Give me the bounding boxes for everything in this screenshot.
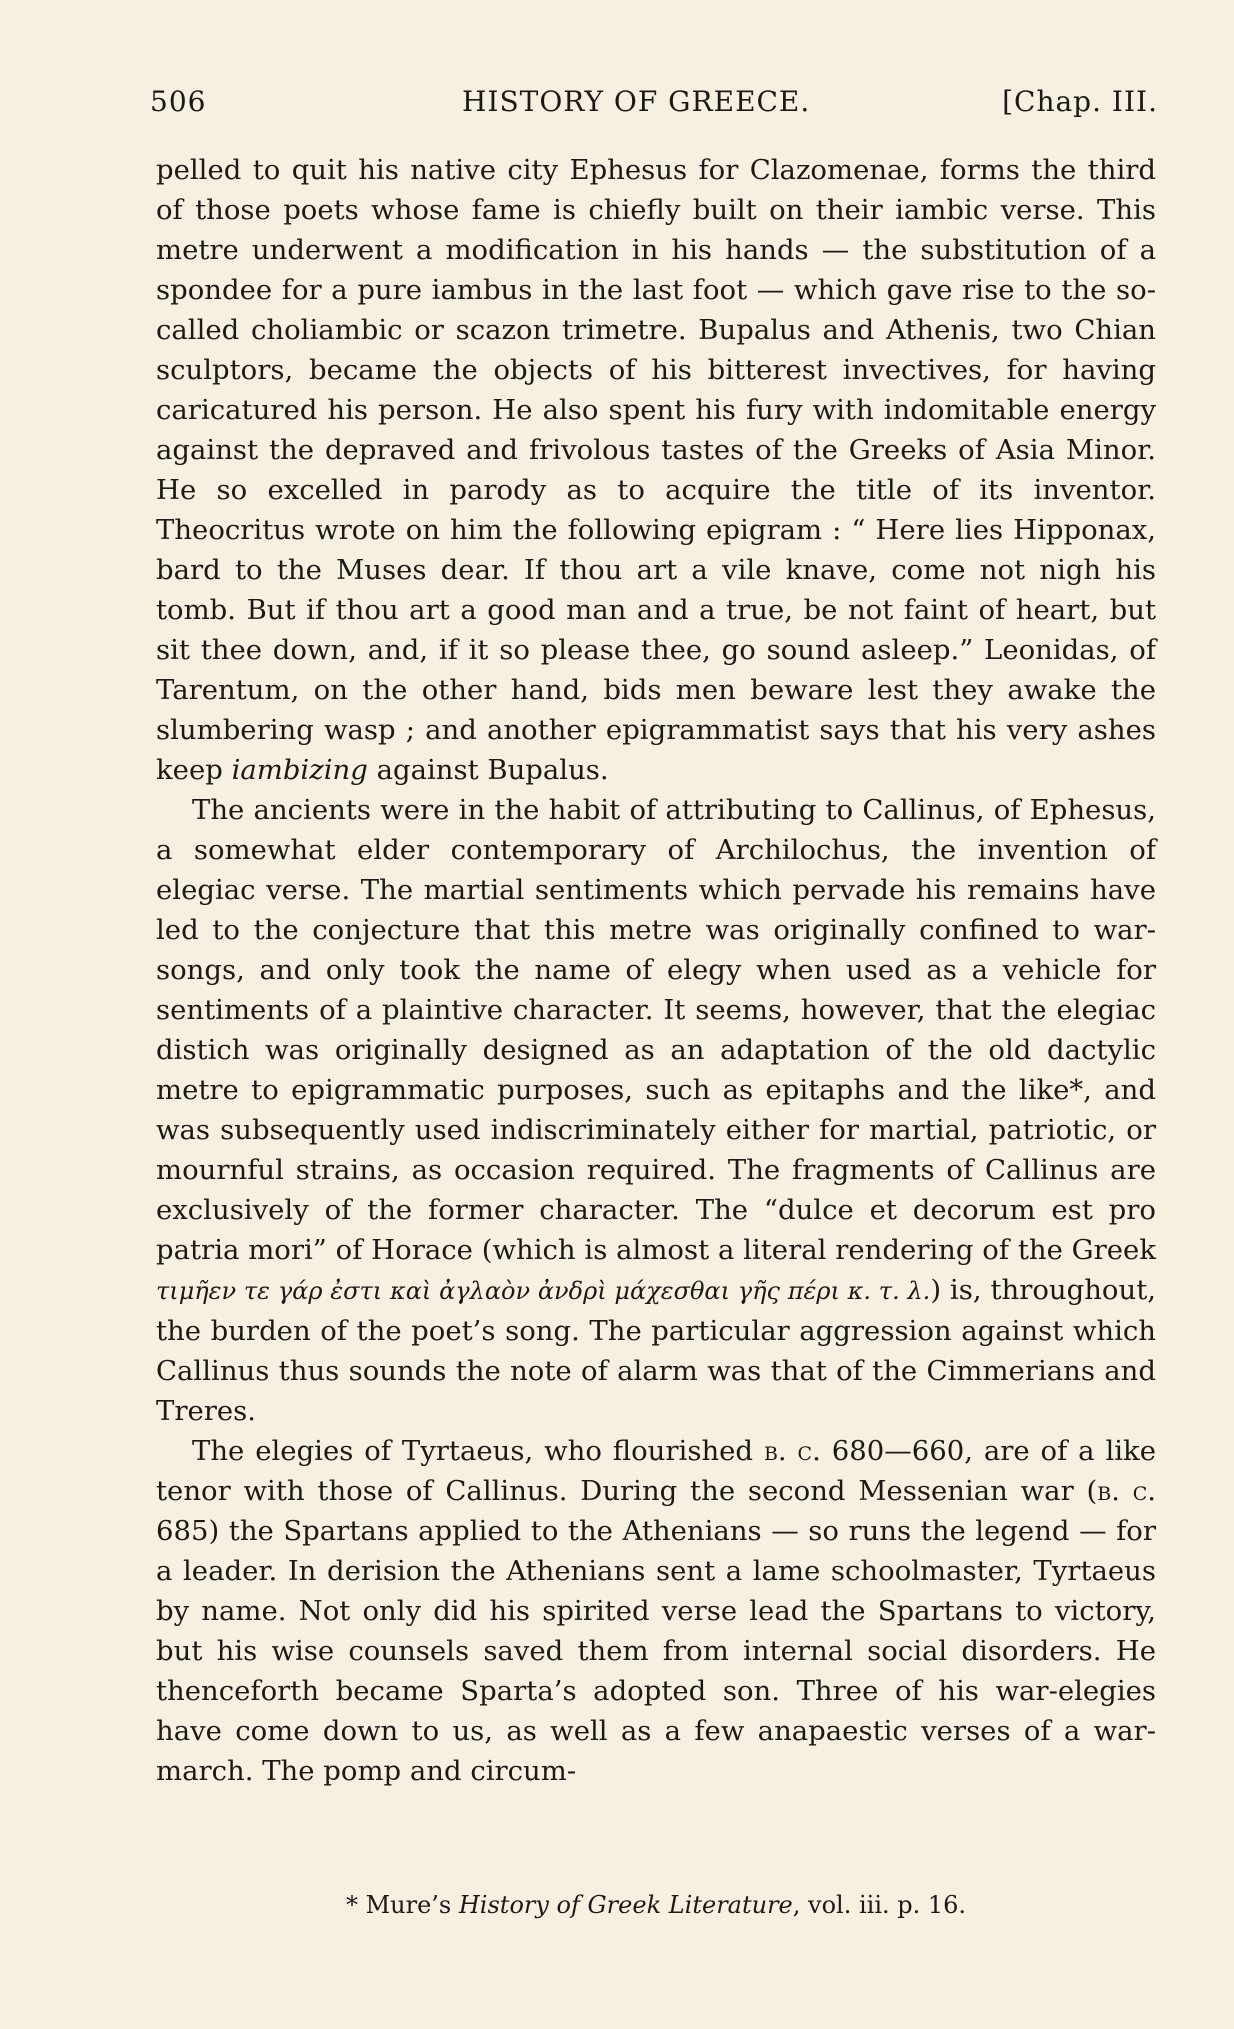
greek-quotation: τιμῆεν τε γάρ ἐστι καὶ ἀγλαὸν ἀνδρὶ μάχεσθαι γῆς πέρι κ. τ. λ. [156,1277,931,1305]
footnote-book-title: History of Greek Literature [458,1891,793,1919]
body-text [156,150,1156,1791]
paragraph-callinus [156,790,1156,1431]
era-abbreviation: b. c. [763,1435,821,1467]
running-title: HISTORY OF GREECE. [462,85,811,118]
text-run: The elegies of Tyrtaeus, who flourished [192,1435,764,1467]
text-run: 680—660, are of a like tenor with those of Callinus. During the second Messenian war ( [156,1435,1156,1507]
paragraph-tyrtaeus [156,1431,1156,1791]
text-run: against Bupalus. [367,754,609,786]
footnote [156,1888,1156,1922]
text-run: pelled to quit his native city Ephesus for Clazomenae, forms the third of those poets whose fame is chiefly built on their iambic verse. This metre underwent a modification in his hands — the substitution of a spondee for a pure iambus in the last foot — which gave rise to the so-called choliambic or scazon trimetre. Bupalus and Athenis, two Chian sculptors, became the objects of his bitterest invectives, for having caricatured his person. He also spent his fury with indomitable energy against the depraved and frivolous tastes of the Greeks of Asia Minor. He so excelled in parody as to acquire the title of its inventor. Theocritus wrote on him the following epigram : “ Here lies Hipponax, bard to the Muses dear. If thou art a vile knave, come not nigh his tomb. But if thou art a good man and a true, be not faint of heart, but sit thee down, and, if it so please thee, go sound asleep.” Leonidas, of Tarentum, on the other hand, bids men beware lest they awake the slumbering wasp ; and another epigrammatist says that his very ashes keep [156,154,1156,786]
footnote-text: * Mure’s [345,1891,459,1919]
era-abbreviation: b. c. [1097,1475,1156,1507]
paragraph-hipponax [156,150,1156,790]
text-run: ) is, throughout, the burden of the poet’s song. The particular aggression against which Callinus thus sounds the note of alarm was that of the Cimmerians and Treres. [156,1274,1156,1427]
chapter-label: [Chap. III. [1002,85,1158,118]
footnote-text: , vol. iii. p. 16. [792,1891,967,1919]
text-run: 685) the Spartans applied to the Athenians — so runs the legend — for a leader. In derision the Athenians sent a lame schoolmaster, Tyrtaeus by name. Not only did his spirited verse lead the Spartans to victory, but his wise counsels saved them from internal social disorders. He thenceforth became Sparta’s adopted son. Three of his war-elegies have come down to us, as well as a few anapaestic verses of a war-march. The pomp and circum- [156,1515,1156,1787]
italic-term: iambizing [231,754,368,786]
page-number: 506 [150,85,207,118]
text-run: The ancients were in the habit of attributing to Callinus, of Ephesus, a somewhat elder contemporary of Archilochus, the invention of elegiac verse. The martial sentiments which pervade his remains have led to the conjecture that this metre was originally confined to war-songs, and only took the name of elegy when used as a vehicle for sentiments of a plaintive character. It seems, however, that the elegiac distich was originally designed as an adaptation of the old dactylic metre to epigrammatic purposes, such as epitaphs and the like*, and was subsequently used indiscriminately either for martial, patriotic, or mournful strains, as occasion required. The fragments of Callinus are exclusively of the former character. The “dulce et decorum est pro patria mori” of Horace (which is almost a literal rendering of the Greek [156,794,1156,1266]
